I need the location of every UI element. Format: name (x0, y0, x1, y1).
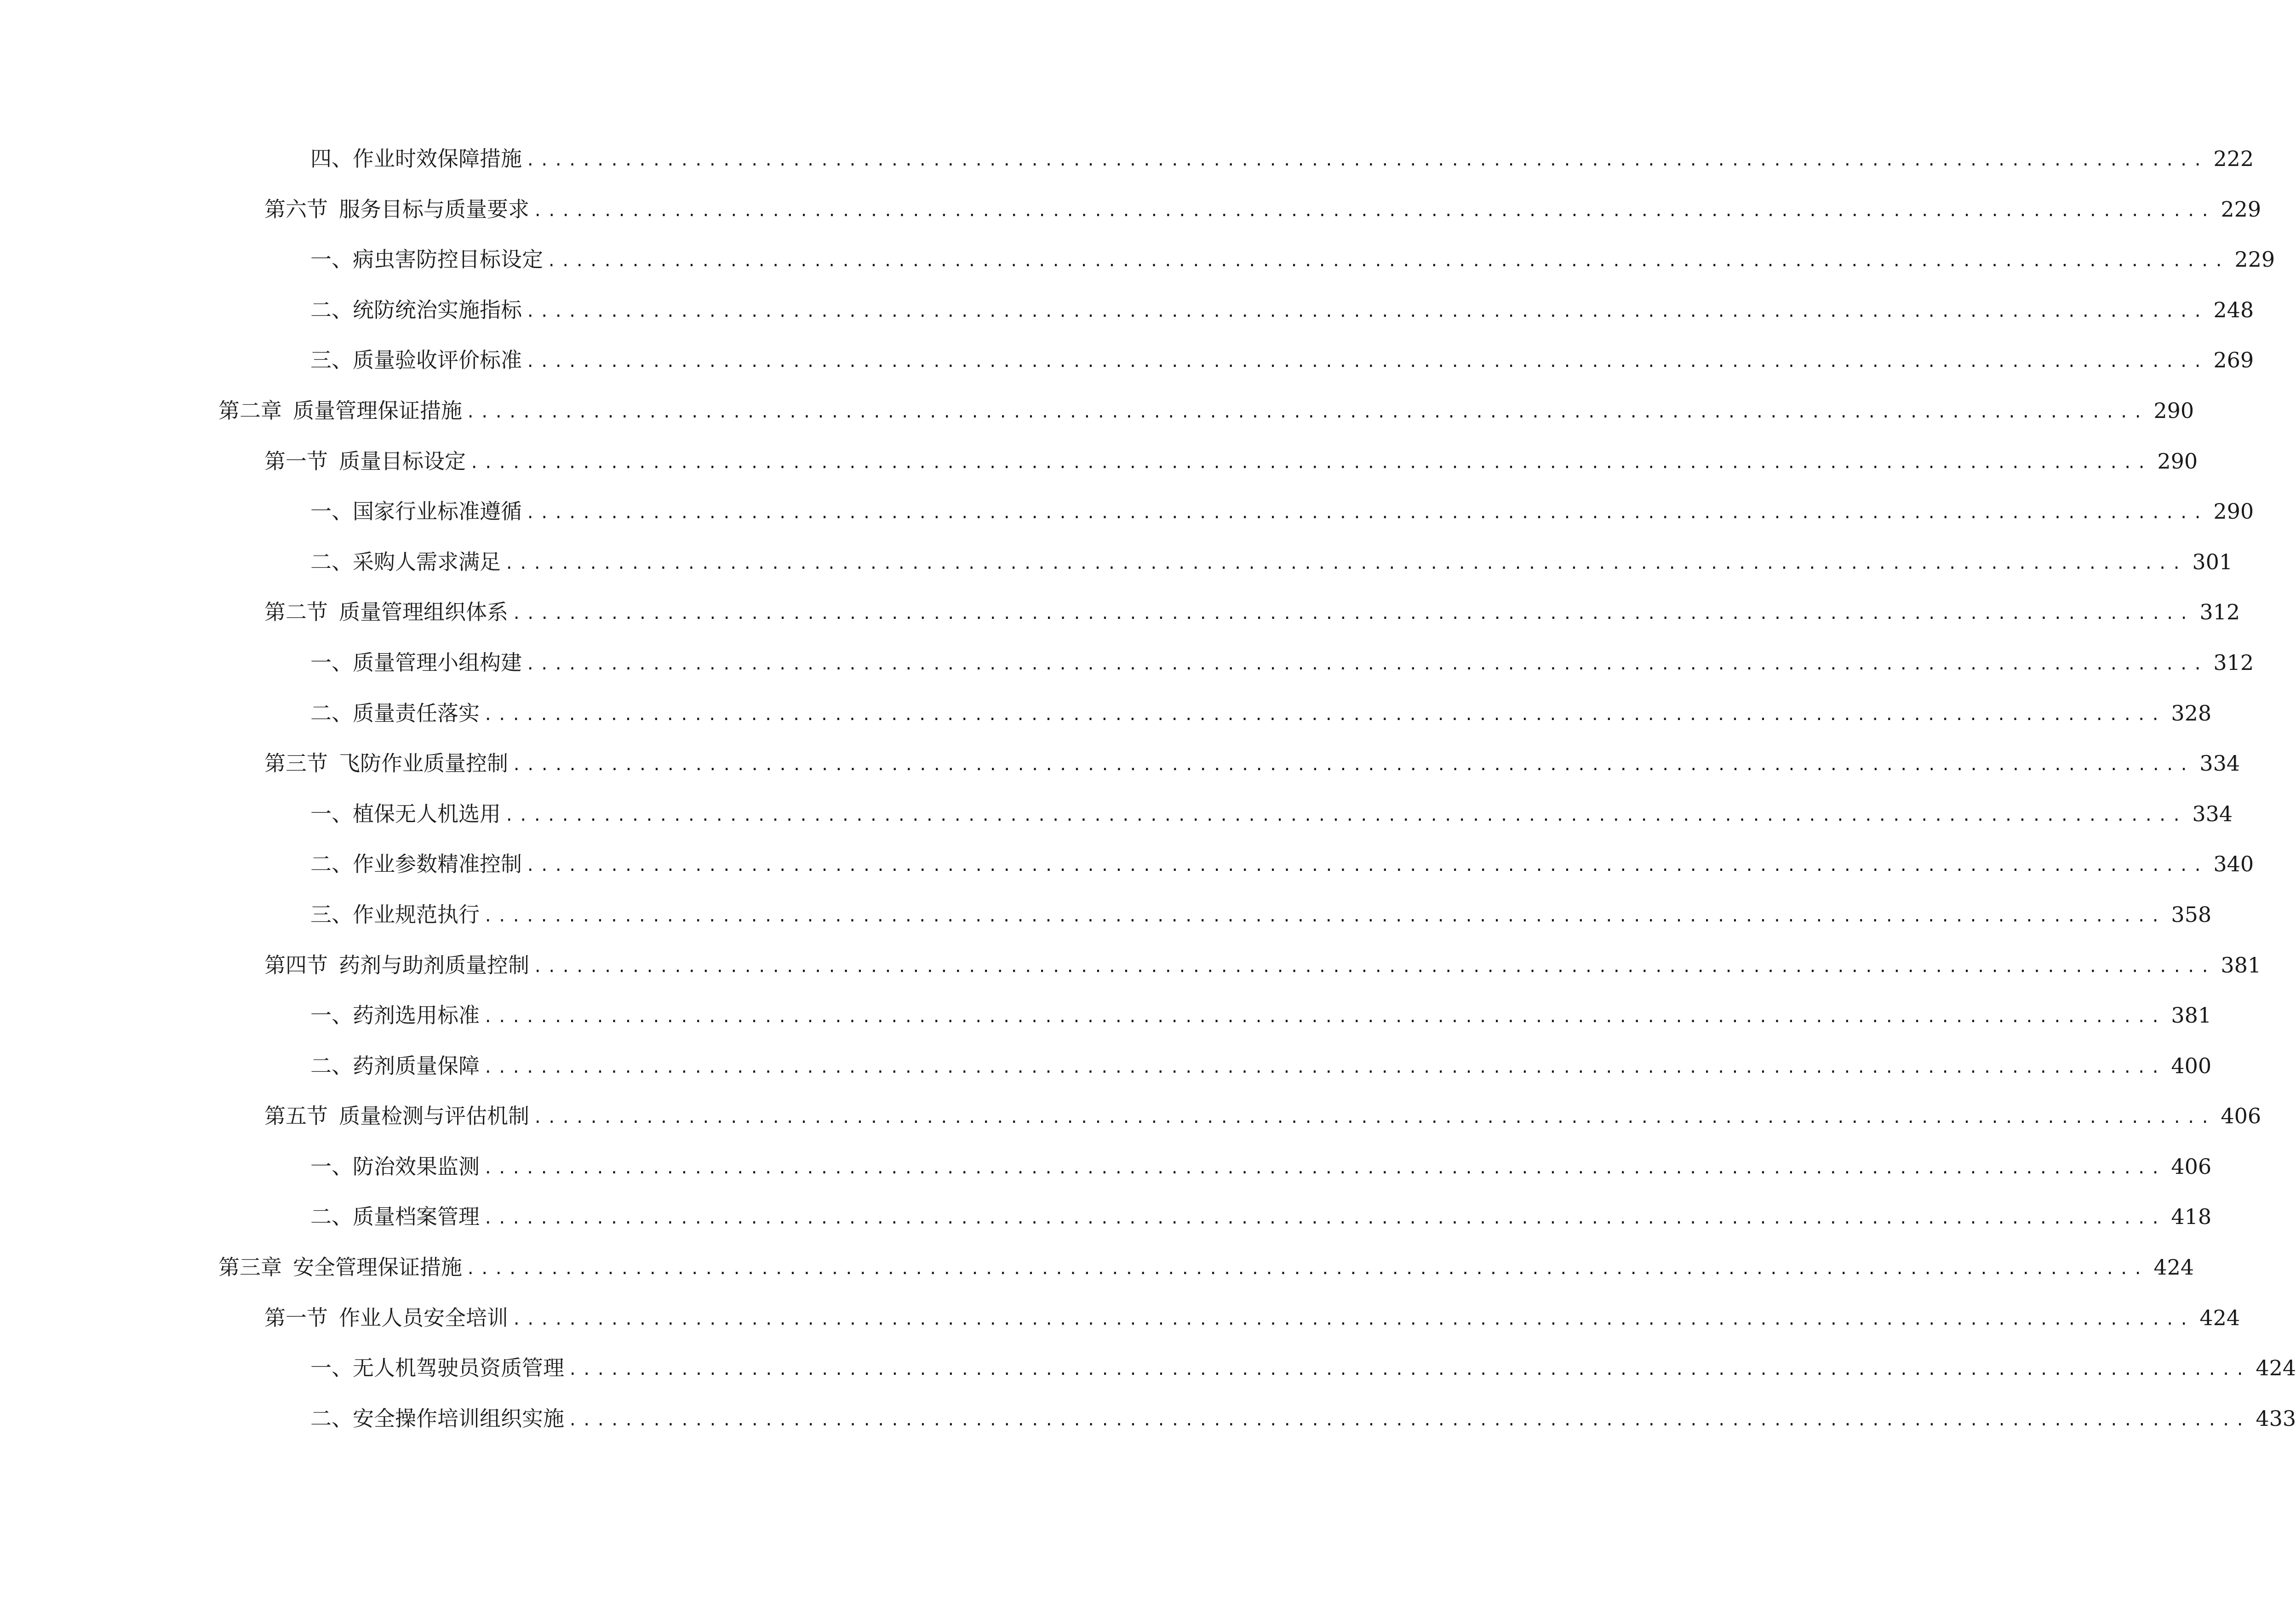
toc-entry[interactable] (0, 637, 2254, 688)
toc-entry-page: 229 (2221, 196, 2262, 222)
dot-leader: ........................................................................................................................ (483, 1159, 2165, 1178)
toc-entry-title: 质量责任落实 (353, 700, 480, 726)
toc-entry-number: 二、 (310, 1053, 353, 1078)
toc-entry-number: 第五节 (264, 1104, 328, 1129)
toc-entry-number: 二、 (310, 852, 353, 877)
toc-entry-page: 358 (2171, 902, 2212, 927)
toc-entry-number: 第六节 (264, 196, 328, 222)
toc-entry-title: 质量目标设定 (339, 448, 466, 474)
dot-leader: ........................................................................................................................ (526, 353, 2207, 372)
toc-entry-title: 采购人需求满足 (353, 549, 501, 574)
toc-entry-page: 340 (2213, 852, 2254, 877)
toc-entry[interactable] (0, 990, 2212, 1041)
toc-entry-number: 四、 (310, 146, 353, 171)
toc-entry-title: 药剂与助剂质量控制 (339, 952, 529, 978)
toc-entry[interactable] (0, 436, 2198, 486)
dot-leader: ........................................................................................................................ (512, 756, 2193, 775)
toc-entry[interactable] (0, 789, 2233, 839)
toc-entry-title: 药剂选用标准 (353, 1003, 480, 1028)
toc-entry[interactable] (0, 738, 2240, 789)
dot-leader: ........................................................................................................................ (568, 1411, 2250, 1430)
toc-entry-number: 一、 (310, 1003, 353, 1028)
toc-entry-title: 质量管理保证措施 (293, 398, 462, 423)
toc-entry-page: 290 (2157, 448, 2198, 474)
toc-entry[interactable] (0, 184, 2262, 235)
toc-entry-page: 334 (2192, 801, 2233, 826)
dot-leader: ........................................................................................................................ (547, 252, 2228, 271)
toc-entry-page: 424 (2256, 1356, 2296, 1381)
toc-entry-title: 药剂质量保障 (353, 1053, 480, 1078)
dot-leader: ........................................................................................................................ (512, 1310, 2193, 1329)
toc-entry-page: 301 (2192, 549, 2233, 574)
toc-entry-title: 服务目标与质量要求 (339, 196, 529, 222)
toc-entry-number: 三、 (310, 902, 353, 927)
toc-entry-title: 防治效果监测 (353, 1154, 480, 1179)
toc-entry[interactable] (0, 940, 2262, 990)
toc-entry-title: 作业规范执行 (353, 902, 480, 927)
toc-entry-number: 三、 (310, 348, 353, 373)
dot-leader: ........................................................................................................................ (512, 605, 2193, 623)
dot-leader: ........................................................................................................................ (483, 1008, 2165, 1027)
toc-entry-number: 第一节 (264, 1305, 328, 1330)
toc-entry-title: 飞防作业质量控制 (339, 751, 508, 776)
dot-leader: ........................................................................................................................ (533, 1109, 2215, 1127)
dot-leader: ........................................................................................................................ (526, 655, 2207, 674)
dot-leader: ........................................................................................................................ (470, 453, 2151, 472)
toc-entry-number: 一、 (310, 247, 353, 272)
toc-entry[interactable] (0, 1242, 2194, 1293)
dot-leader: ........................................................................................................................ (483, 1209, 2165, 1228)
toc-entry-title: 统防统治实施指标 (353, 297, 522, 322)
toc-entry-page: 400 (2171, 1053, 2212, 1078)
dot-leader: ........................................................................................................................ (466, 403, 2147, 422)
toc-entry-number: 一、 (310, 650, 353, 675)
toc-entry[interactable] (0, 537, 2233, 587)
toc-entry[interactable] (0, 133, 2254, 184)
toc-entry[interactable] (0, 285, 2254, 335)
toc-entry-number: 第二节 (264, 600, 328, 625)
toc-entry-title: 作业人员安全培训 (339, 1305, 508, 1330)
toc-entry-number: 一、 (310, 499, 353, 524)
toc-entry-page: 381 (2171, 1003, 2212, 1028)
toc-entry[interactable] (0, 688, 2212, 738)
toc-entry-number: 二、 (310, 1406, 353, 1431)
toc-entry-title: 作业时效保障措施 (353, 146, 522, 171)
toc-entry-number: 第三章 (218, 1255, 282, 1280)
dot-leader: ........................................................................................................................ (483, 705, 2165, 724)
toc-entry-number: 二、 (310, 1204, 353, 1230)
toc-entry[interactable] (0, 1141, 2212, 1192)
toc-entry-page: 269 (2213, 348, 2254, 373)
toc-entry[interactable] (0, 234, 2275, 285)
toc-entry-title: 质量管理组织体系 (339, 600, 508, 625)
dot-leader: ........................................................................................................................ (483, 1058, 2165, 1077)
toc-entry-page: 229 (2234, 247, 2275, 272)
toc-entry-number: 一、 (310, 1154, 353, 1179)
toc-entry-page: 328 (2171, 700, 2212, 726)
toc-entry-number: 二、 (310, 700, 353, 726)
toc-entry-number: 第三节 (264, 751, 328, 776)
toc-entry[interactable] (0, 385, 2194, 436)
toc-entry-number: 二、 (310, 549, 353, 574)
toc-entry-page: 290 (2153, 398, 2194, 423)
toc-entry-page: 312 (2213, 650, 2254, 675)
toc-entry-title: 安全操作培训组织实施 (353, 1406, 564, 1431)
dot-leader: ........................................................................................................................ (533, 201, 2215, 220)
toc-entry-page: 424 (2199, 1305, 2240, 1330)
toc-entry-page: 406 (2171, 1154, 2212, 1179)
toc-entry-title: 质量档案管理 (353, 1204, 480, 1230)
toc-entry-number: 第一节 (264, 448, 328, 474)
toc-entry-number: 第二章 (218, 398, 282, 423)
dot-leader: ........................................................................................................................ (568, 1361, 2250, 1379)
dot-leader: ........................................................................................................................ (504, 806, 2186, 825)
toc-entry-title: 安全管理保证措施 (293, 1255, 462, 1280)
toc-entry-title: 无人机驾驶员资质管理 (353, 1356, 564, 1381)
toc-entry-page: 334 (2199, 751, 2240, 776)
toc-entry-title: 质量管理小组构建 (353, 650, 522, 675)
toc-entry[interactable] (0, 1091, 2262, 1141)
toc-entry-page: 312 (2199, 600, 2240, 625)
toc-entry-number: 一、 (310, 1356, 353, 1381)
toc-entry-title: 植保无人机选用 (353, 801, 501, 826)
toc-entry-title: 质量验收评价标准 (353, 348, 522, 373)
toc-entry[interactable] (0, 335, 2254, 385)
toc-entry-title: 质量检测与评估机制 (339, 1104, 529, 1129)
dot-leader: ........................................................................................................................ (526, 302, 2207, 321)
toc-entry-page: 418 (2171, 1204, 2212, 1230)
toc-entry-page: 290 (2213, 499, 2254, 524)
toc-entry[interactable] (0, 1191, 2212, 1242)
table-of-contents (0, 133, 2296, 1443)
dot-leader: ........................................................................................................................ (526, 504, 2207, 523)
toc-entry-page: 222 (2213, 146, 2254, 171)
toc-entry-page: 381 (2221, 952, 2262, 978)
toc-entry-page: 248 (2213, 297, 2254, 322)
toc-entry-page: 424 (2153, 1255, 2194, 1280)
dot-leader: ........................................................................................................................ (466, 1260, 2147, 1279)
toc-entry-title: 病虫害防控目标设定 (353, 247, 543, 272)
toc-entry-page: 433 (2256, 1406, 2296, 1431)
toc-entry[interactable] (0, 889, 2212, 940)
toc-entry[interactable] (0, 486, 2254, 537)
dot-leader: ........................................................................................................................ (504, 554, 2186, 573)
dot-leader: ........................................................................................................................ (483, 907, 2165, 926)
toc-entry-page: 406 (2221, 1104, 2262, 1129)
toc-entry-number: 第四节 (264, 952, 328, 978)
toc-entry[interactable] (0, 1293, 2240, 1343)
toc-entry[interactable] (0, 839, 2254, 889)
toc-entry-title: 作业参数精准控制 (353, 852, 522, 877)
toc-entry[interactable] (0, 587, 2240, 637)
toc-entry-title: 国家行业标准遵循 (353, 499, 522, 524)
dot-leader: ........................................................................................................................ (526, 151, 2207, 170)
toc-entry[interactable] (0, 1343, 2296, 1393)
toc-entry[interactable] (0, 1041, 2212, 1091)
dot-leader: ........................................................................................................................ (526, 857, 2207, 875)
dot-leader: ........................................................................................................................ (533, 957, 2215, 976)
toc-entry-number: 一、 (310, 801, 353, 826)
toc-entry-number: 二、 (310, 297, 353, 322)
toc-entry[interactable] (0, 1393, 2296, 1444)
